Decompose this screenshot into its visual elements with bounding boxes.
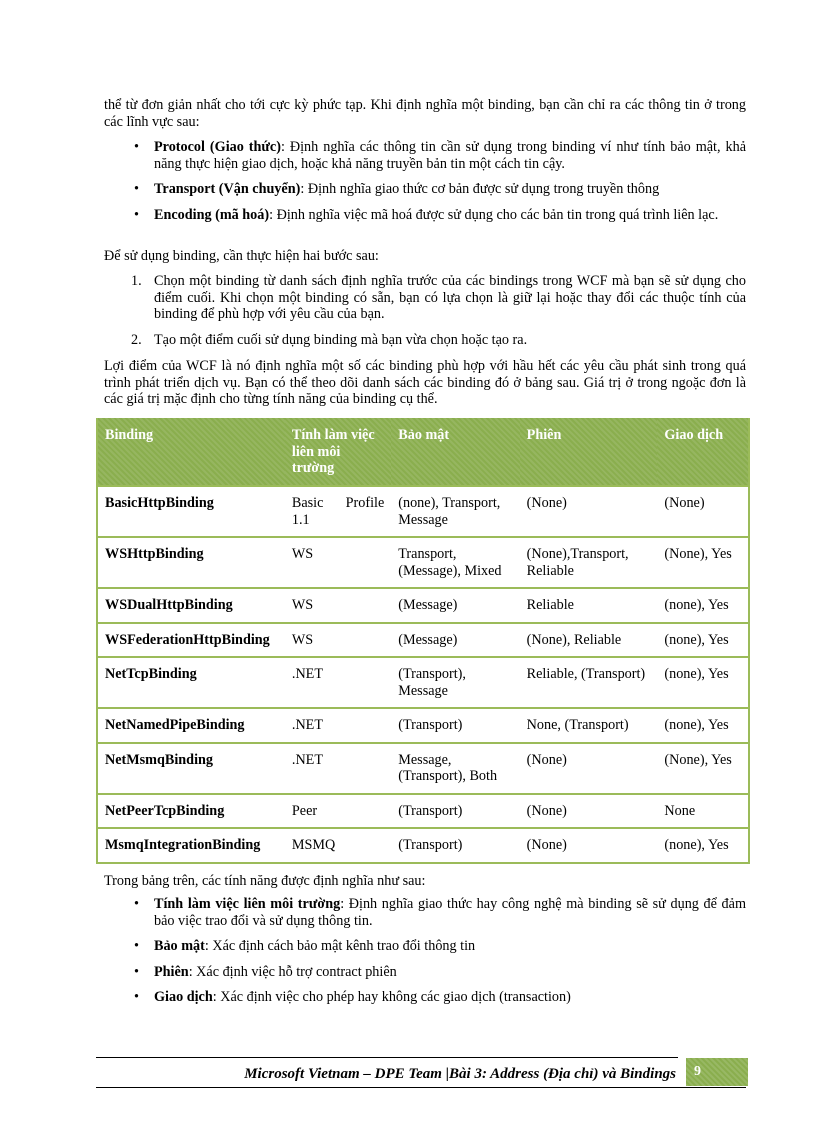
feature-term: Tính làm việc liên môi trường: [154, 896, 341, 912]
table-row: [97, 708, 749, 743]
area-term: Protocol (Giao thức): [154, 139, 281, 155]
cell-transaction: (none), Yes: [657, 588, 749, 623]
list-item: [104, 332, 746, 349]
list-item: [104, 896, 746, 929]
cell-binding: BasicHttpBinding: [97, 486, 285, 537]
cell-binding: NetNamedPipeBinding: [97, 708, 285, 743]
footer-divider-top: [96, 1057, 678, 1058]
cell-interop: .NET: [285, 657, 391, 708]
cell-security: (Transport), Message: [391, 657, 519, 708]
header-interop: Tính làm việc liên môi trường: [285, 418, 391, 486]
table-row: [97, 743, 749, 794]
header-binding: Binding: [97, 418, 285, 486]
step-text: Tạo một điểm cuối sử dụng binding mà bạn vừa chọn hoặc tạo ra.: [154, 331, 528, 348]
table-row: [97, 486, 749, 537]
cell-transaction: None: [657, 794, 749, 829]
cell-session: (None): [520, 794, 658, 829]
cell-security: (Message): [391, 588, 519, 623]
cell-session: (None),Transport, Reliable: [520, 537, 658, 588]
step-text: Chọn một binding từ danh sách định nghĩa trước của các bindings trong WCF mà bạn sẽ sử dụng cho điểm cuối. Khi chọn một binding có sẵn, bạn có lựa chọn là giữ lại hoặc thay đổi các thuộc tính của binding để phù hợp với yêu cầu của bạn.: [154, 273, 746, 322]
bullet-icon: •: [134, 963, 139, 980]
cell-session: (None): [520, 486, 658, 537]
features-intro: Trong bảng trên, các tính năng được định nghĩa như sau:: [104, 873, 426, 889]
cell-security: Transport, (Message), Mixed: [391, 537, 519, 588]
feature-desc: : Xác định cách bảo mật kênh trao đổi thông tin: [204, 938, 476, 954]
features-list: [104, 896, 746, 1015]
bullet-icon: •: [134, 989, 139, 1005]
cell-security: Message, (Transport), Both: [391, 743, 519, 794]
step-number: 2.: [131, 331, 142, 348]
cell-interop: WS: [285, 537, 391, 588]
page-number-box: [686, 1058, 748, 1086]
list-item: [104, 139, 746, 172]
feature-term: Bảo mật: [154, 938, 205, 954]
cell-interop: .NET: [285, 708, 391, 743]
area-desc: : Định nghĩa giao thức cơ bản được sử dụng trong truyền thông: [300, 181, 660, 197]
cell-interop: Basic Profile 1.1: [285, 486, 391, 537]
cell-binding: WSFederationHttpBinding: [97, 623, 285, 658]
bindings-table: [96, 418, 750, 864]
list-item: [104, 181, 746, 198]
table-row: [97, 623, 749, 658]
cell-session: (None), Reliable: [520, 623, 658, 658]
area-term: Encoding (mã hoá): [154, 206, 270, 223]
list-item: [104, 207, 746, 224]
cell-session: Reliable, (Transport): [520, 657, 658, 708]
cell-interop: WS: [285, 623, 391, 658]
page-number: 9: [694, 1064, 701, 1079]
step-number: 1.: [131, 273, 142, 289]
cell-security: (Transport): [391, 828, 519, 863]
cell-transaction: (none), Yes: [657, 828, 749, 863]
cell-interop: MSMQ: [285, 828, 391, 863]
feature-term: Giao dịch: [154, 989, 213, 1005]
cell-security: (Transport): [391, 708, 519, 743]
cell-binding: NetMsmqBinding: [97, 743, 285, 794]
binding-areas-list: [104, 139, 746, 232]
footer-divider-bottom: [96, 1087, 746, 1088]
footer-title: Microsoft Vietnam – DPE Team |Bài 3: Address (Địa chỉ) và Bindings: [244, 1066, 676, 1082]
cell-interop: .NET: [285, 743, 391, 794]
header-session: Phiên: [520, 418, 658, 486]
cell-transaction: (none), Yes: [657, 623, 749, 658]
bullet-icon: •: [134, 896, 139, 912]
area-desc: : Định nghĩa việc mã hoá được sử dụng cho các bản tin trong quá trình liên lạc.: [269, 206, 719, 223]
table-row: [97, 657, 749, 708]
advantage-paragraph: Lợi điểm của WCF là nó định nghĩa một số các binding phù hợp với hầu hết các yêu cầu phát sinh trong quá trình phát triển dịch vụ. Bạn có thể theo dõi danh sách các binding đó ở bảng sau. Giá trị ở trong ngoặc đơn là các giá trị mặc định cho từng tính năng của binding cụ thể.: [104, 358, 746, 407]
cell-session: (None): [520, 828, 658, 863]
list-item: [104, 938, 746, 955]
cell-transaction: (None), Yes: [657, 743, 749, 794]
list-item: [104, 273, 746, 323]
cell-session: None, (Transport): [520, 708, 658, 743]
table-row: [97, 828, 749, 863]
bullet-icon: •: [134, 206, 139, 223]
cell-security: (none), Transport, Message: [391, 486, 519, 537]
feature-desc: : Định nghĩa giao thức hay công nghệ mà binding sẽ sử dụng để đảm bảo việc trao đổi và sử dụng thông tin.: [154, 896, 746, 929]
cell-binding: MsmqIntegrationBinding: [97, 828, 285, 863]
cell-binding: WSDualHttpBinding: [97, 588, 285, 623]
cell-transaction: (None): [657, 486, 749, 537]
cell-security: (Message): [391, 623, 519, 658]
bullet-icon: •: [134, 181, 139, 197]
cell-session: Reliable: [520, 588, 658, 623]
list-item: [104, 964, 746, 981]
cell-interop: WS: [285, 588, 391, 623]
list-item: [104, 989, 746, 1006]
cell-security: (Transport): [391, 794, 519, 829]
feature-desc: : Xác định việc cho phép hay không các giao dịch (transaction): [212, 989, 571, 1005]
steps-intro: Để sử dụng binding, cần thực hiện hai bước sau:: [104, 248, 379, 264]
area-desc: : Định nghĩa các thông tin cần sử dụng trong binding ví như tính bảo mật, khả năng thực hiện giao dịch, hoặc khả năng truyền bản tin một cách tin cậy.: [154, 139, 746, 172]
header-transaction: Giao dịch: [657, 418, 749, 486]
bullet-icon: •: [134, 938, 139, 954]
feature-desc: : Xác định việc hỗ trợ contract phiên: [188, 963, 397, 980]
cell-binding: NetPeerTcpBinding: [97, 794, 285, 829]
table-row: [97, 794, 749, 829]
header-security: Bảo mật: [391, 418, 519, 486]
cell-binding: NetTcpBinding: [97, 657, 285, 708]
cell-transaction: (none), Yes: [657, 657, 749, 708]
bullet-icon: •: [134, 139, 139, 155]
cell-transaction: (none), Yes: [657, 708, 749, 743]
table-header-row: [97, 418, 749, 486]
intro-paragraph: thể từ đơn giản nhất cho tới cực kỳ phức tạp. Khi định nghĩa một binding, bạn cần chỉ ra các thông tin ở trong các lĩnh vực sau:: [104, 97, 746, 130]
feature-term: Phiên: [154, 963, 189, 980]
steps-list: [104, 273, 746, 357]
table-row: [97, 537, 749, 588]
cell-binding: WSHttpBinding: [97, 537, 285, 588]
area-term: Transport (Vận chuyển): [154, 181, 301, 197]
table-row: [97, 588, 749, 623]
cell-session: (None): [520, 743, 658, 794]
cell-interop: Peer: [285, 794, 391, 829]
cell-transaction: (None), Yes: [657, 537, 749, 588]
